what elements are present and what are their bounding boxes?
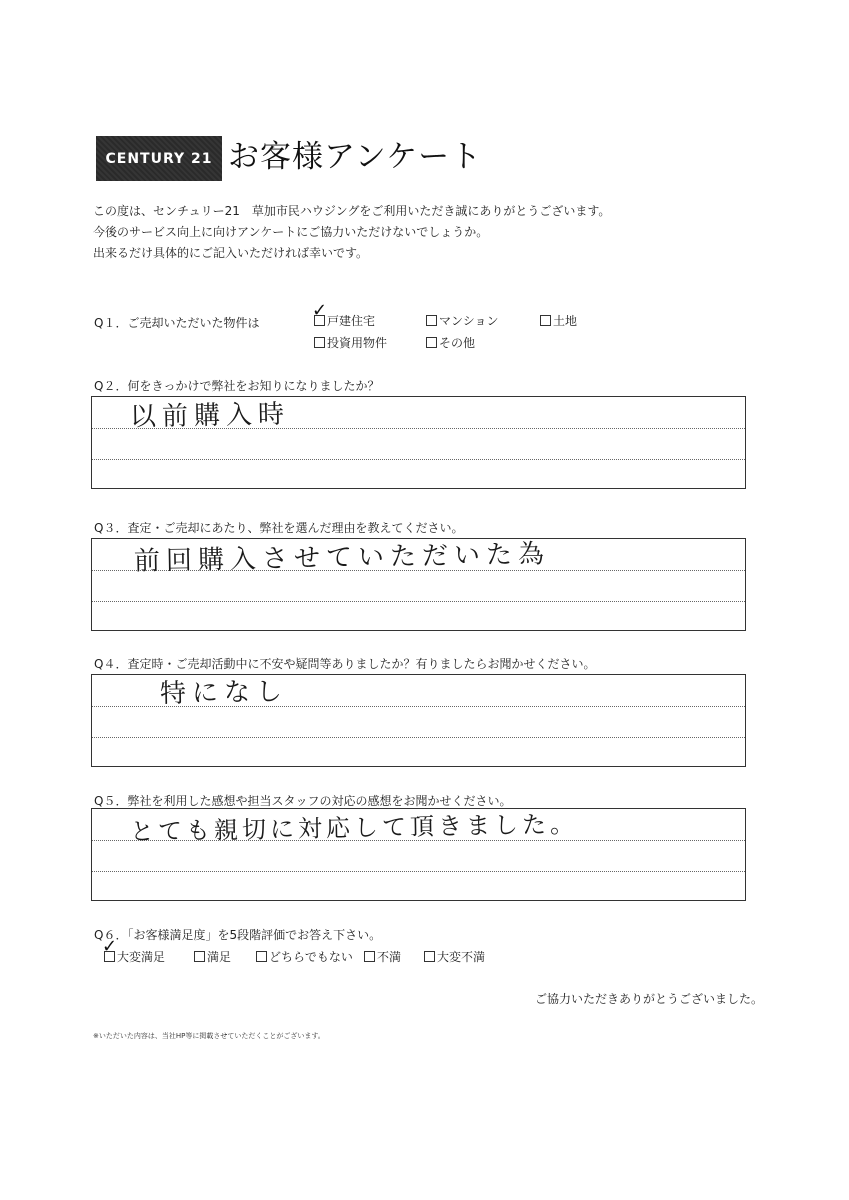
q6-option-satisfied[interactable]: 満足 bbox=[194, 949, 231, 965]
checked-checkbox[interactable] bbox=[102, 936, 118, 965]
footnote: ※いただいた内容は、当社HP等に掲載させていただくことがございます。 bbox=[93, 1032, 325, 1040]
q4-answer-box[interactable] bbox=[91, 674, 746, 767]
q6-option-very-satisfied[interactable]: ✓ 大変満足 bbox=[102, 936, 166, 964]
checkmark-icon: ✓ bbox=[312, 300, 328, 321]
century21-logo bbox=[96, 136, 222, 181]
intro-line-3: 出来るだけ具体的にご記入いただければ幸いです。 bbox=[93, 246, 369, 260]
q5-answer-box[interactable] bbox=[91, 808, 746, 901]
q4-answer: 特になし bbox=[159, 676, 289, 710]
checkbox[interactable] bbox=[424, 951, 435, 962]
q5-label: Q５．弊社を利用した感想や担当スタッフの対応の感想をお聞かせください。 bbox=[94, 794, 512, 808]
q3-answer: 前回購入させていただいた為 bbox=[133, 539, 551, 577]
q1-label: Q１．ご売却いただいた物件は bbox=[94, 316, 260, 330]
checkbox[interactable] bbox=[540, 315, 551, 326]
q1-option-mansion[interactable]: マンション bbox=[426, 313, 498, 329]
q2-label: Q２．何をきっかけで弊社をお知りになりましたか？ bbox=[94, 379, 380, 393]
intro-line-2: 今後のサービス向上に向けアンケートにご協力いただけないでしょうか。 bbox=[93, 225, 489, 239]
q6-label: Q６．「お客様満足度」を5段階評価でお答え下さい。 bbox=[94, 928, 382, 942]
checkbox[interactable] bbox=[256, 951, 267, 962]
q2-answer: 以前購入時 bbox=[129, 399, 291, 433]
checkbox[interactable] bbox=[314, 337, 325, 348]
q1-option-detached-house[interactable]: ✓ 戸建住宅 bbox=[312, 300, 376, 328]
thanks-message: ご協力いただきありがとうございました。 bbox=[535, 992, 764, 1006]
q6-option-dissatisfied[interactable]: 不満 bbox=[364, 949, 401, 965]
q5-answer: とても親切に対応して頂きました。 bbox=[129, 810, 579, 846]
q1-option-land[interactable]: 土地 bbox=[540, 313, 577, 329]
q3-label: Q３．査定・ご売却にあたり、弊社を選んだ理由を教えてください。 bbox=[94, 521, 464, 535]
checkbox[interactable] bbox=[426, 315, 437, 326]
q2-answer-box[interactable] bbox=[91, 396, 746, 489]
q6-option-very-dissatisfied[interactable]: 大変不満 bbox=[424, 949, 485, 965]
checkmark-icon: ✓ bbox=[102, 936, 118, 957]
checkbox[interactable] bbox=[364, 951, 375, 962]
q4-label: Q４．査定時・ご売却活動中に不安や疑問等ありましたか？有りましたらお聞かせください。 bbox=[94, 657, 596, 671]
q1-option-investment[interactable]: 投資用物件 bbox=[314, 335, 387, 351]
page-title: お客様アンケート bbox=[228, 139, 483, 175]
checked-checkbox[interactable] bbox=[312, 300, 328, 329]
q6-option-neutral[interactable]: どちらでもない bbox=[256, 949, 353, 965]
q3-answer-box[interactable] bbox=[91, 538, 746, 631]
q1-option-other[interactable]: その他 bbox=[426, 335, 475, 351]
checkbox[interactable] bbox=[426, 337, 437, 348]
logo-text: CENTURY 21 bbox=[105, 150, 213, 167]
intro-line-1: この度は、センチュリー21 草加市民ハウジングをご利用いただき誠にありがとうございます。 bbox=[93, 204, 611, 218]
checkbox[interactable] bbox=[194, 951, 205, 962]
